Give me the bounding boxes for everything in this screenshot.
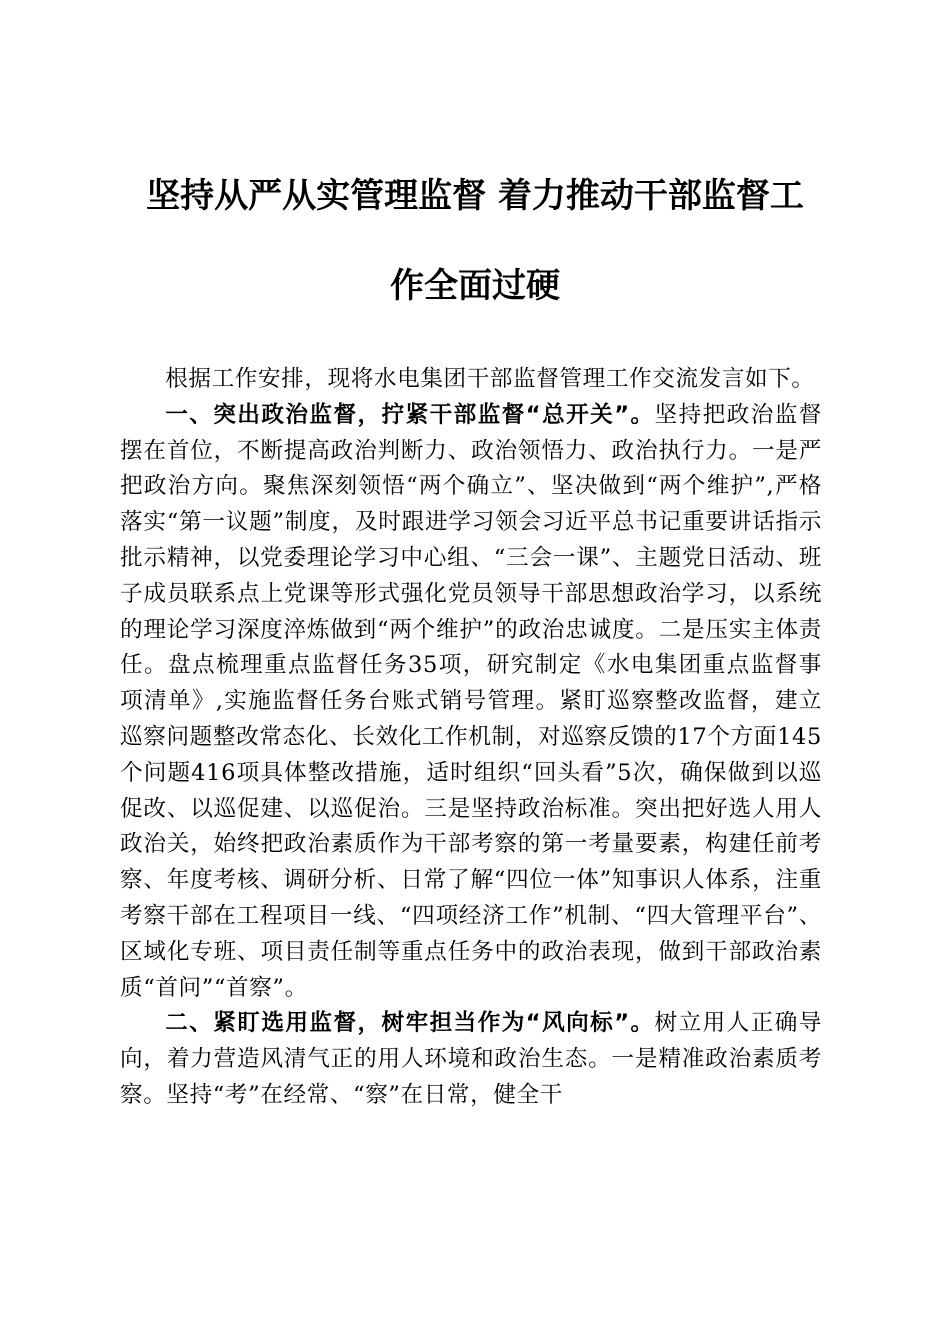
paragraph-section-2 (120, 1006, 822, 1113)
paragraph-intro (120, 362, 822, 398)
document-title-line-1: 坚持从严从实管理监督 着力推动干部监督工 (146, 176, 804, 216)
paragraph-section-1 (120, 398, 822, 1007)
paragraph-text: 坚持把政治监督摆在首位，不断提高政治判断力、政治领悟力、政治执行力。一是严把政治方向。聚焦深刻领悟“两个确立”、坚决做到“两个维护”,严格落实“第一议题”制度，及时跟进学习领会习近平总书记重要讲话指示批示精神，以党委理论学习中心组、“三会一课”、主题党日活动、班子成员联系点上党课等形式强化党员领导干部思想政治学习，以系统的理论学习深度淬炼做到“两个维护”的政治忠诚度。二是压实主体责任。盘点梳理重点监督任务35项，研究制定《水电集团重点监督事项清单》,实施监督任务台账式销号管理。紧盯巡察整改监督，建立巡察问题整改常态化、长效化工作机制，对巡察反馈的17个方面145个问题416项具体整改措施，适时组织“回头看”5次，确保做到以巡促改、以巡促建、以巡促治。三是坚持政治标准。突出把好选人用人政治关，始终把政治素质作为干部考察的第一考量要素，构建任前考察、年度考核、调研分析、日常了解“四位一体”知事识人体系，注重考察干部在工程项目一线、“四项经济工作”机制、“四大管理平台”、区域化专班、项目责任制等重点任务中的政治表现，做到干部政治素质“首问”“首察”。 (120, 401, 822, 1001)
section-heading: 一、突出政治监督，拧紧干部监督“总开关”。 (165, 401, 655, 428)
section-heading: 二、紧盯选用监督，树牢担当作为“风向标”。 (165, 1010, 655, 1037)
paragraph-text: 树立用人正确导向，着力营造风清气正的用人环境和政治生态。一是精准政治素质考察。坚持“考”在经常、“察”在日常，健全干 (120, 1010, 822, 1108)
document-body (120, 362, 822, 1114)
paragraph-text: 根据工作安排，现将水电集团干部监督管理工作交流发言如下。 (165, 366, 815, 392)
document-title-line-2: 作全面过硬 (390, 266, 560, 306)
